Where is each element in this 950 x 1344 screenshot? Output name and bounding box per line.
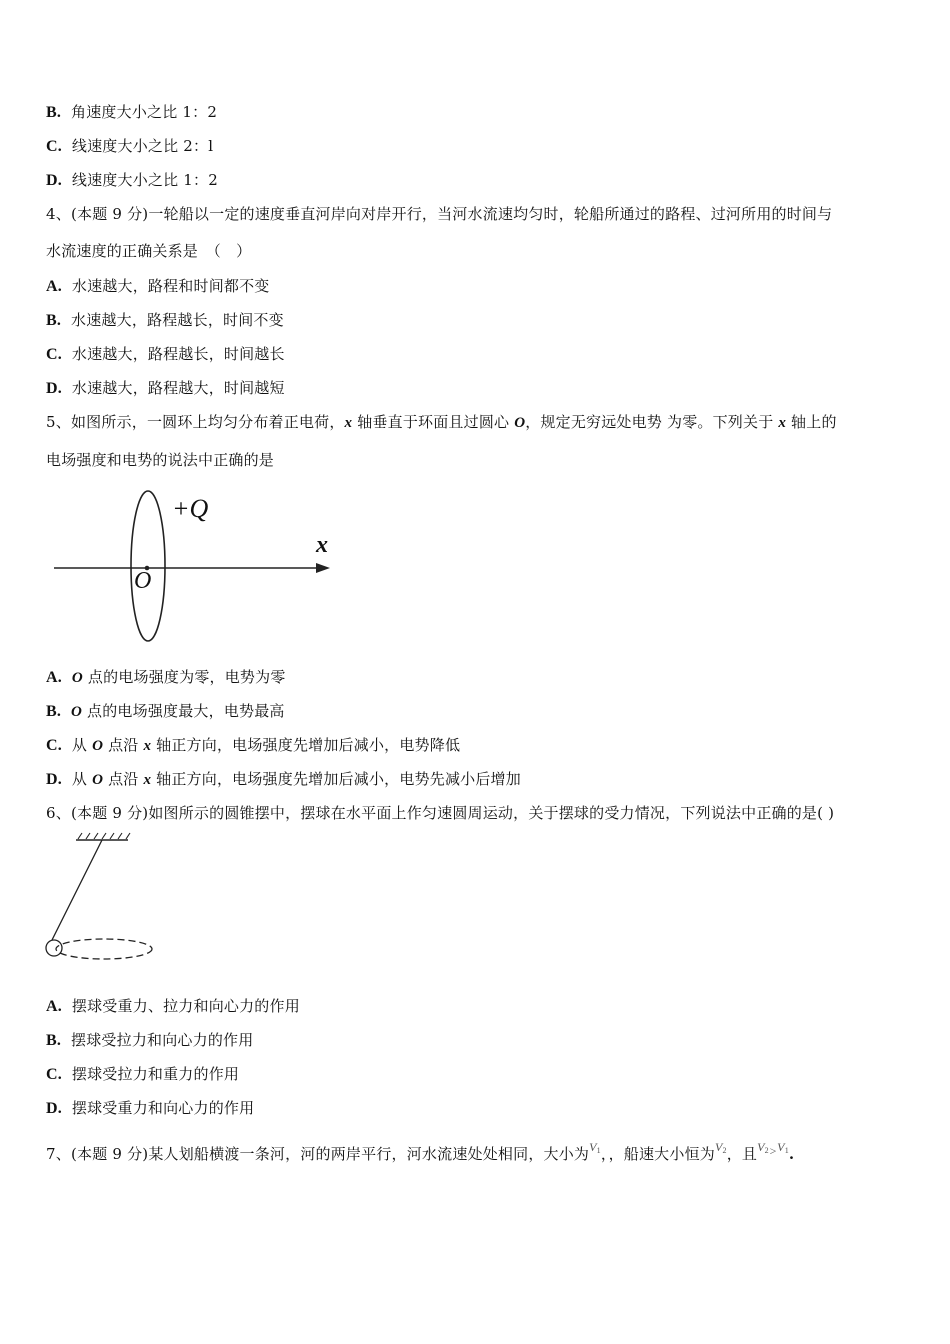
option-text: 摆球受重力、拉力和向心力的作用: [71, 997, 300, 1015]
option-letter: B.: [46, 312, 62, 329]
option-letter: D.: [46, 172, 62, 189]
option-text: 水速越大，路程越长，时间越长: [71, 345, 285, 363]
option-letter: D.: [46, 1100, 62, 1117]
option-letter: D.: [46, 380, 62, 397]
period: .: [788, 1145, 795, 1163]
option-text: 摆球受拉力和向心力的作用: [71, 1031, 254, 1049]
var-v1: V1: [777, 1140, 789, 1155]
q5-text: 轴垂直于环面且过圆心: [352, 413, 515, 431]
q3-option-c: [46, 136, 213, 157]
option-text: 水速越大，路程越大，时间越短: [71, 379, 285, 397]
option-text: 水速越大，路程和时间都不变: [71, 277, 270, 295]
option-letter: B.: [46, 703, 62, 720]
option-text: 点的电场强度最大，电势最高: [82, 702, 285, 720]
q7-text: ，且: [726, 1145, 758, 1163]
charged-ring-figure: [50, 488, 350, 648]
q3-option-b: [46, 102, 217, 123]
option-letter: C.: [46, 737, 62, 754]
greater-than: >: [768, 1144, 778, 1158]
q5-option-d: [46, 769, 521, 790]
option-text: 从: [71, 770, 93, 788]
q7-text: 7、(本题 9 分)某人划船横渡一条河，河的两岸平行，河水流速处处相同，大小为: [46, 1145, 590, 1163]
option-text: 摆球受重力和向心力的作用: [71, 1099, 255, 1117]
option-text: 角速度大小之比 1：2: [71, 103, 218, 121]
q5-text: 5、如图所示，一圆环上均匀分布着正电荷，: [46, 413, 345, 431]
q6-option-b: [46, 1030, 253, 1051]
option-letter: C.: [46, 346, 62, 363]
var-o: O: [71, 670, 83, 686]
q5-text: ，规定无穷远处电势 为零。下列关于: [525, 413, 779, 431]
var-o: O: [92, 772, 104, 788]
option-letter: B.: [46, 1032, 62, 1049]
var-x: x: [143, 772, 152, 788]
charge-label: +Q: [172, 494, 209, 523]
q4-option-a: [46, 276, 270, 297]
conical-pendulum-figure: [42, 830, 162, 970]
option-text: 点沿: [103, 736, 144, 754]
var-v2: V2: [757, 1140, 769, 1155]
option-text: 轴正方向，电场强度先增加后减小，电势先减小后增加: [151, 770, 521, 788]
option-text: 点的电场强度为零，电势为零: [82, 668, 286, 686]
q6-option-d: [46, 1098, 254, 1119]
var-v2: V2: [714, 1140, 727, 1155]
option-letter: A.: [46, 669, 62, 686]
q4-stem-line1: 4、(本题 9 分)一轮船以一定的速度垂直河岸向对岸开行，当河水流速均匀时，轮船所通过的路程、过河所用的时间与: [46, 205, 833, 223]
option-letter: A.: [46, 278, 62, 295]
q4-option-d: [46, 378, 285, 399]
option-letter: D.: [46, 771, 62, 788]
option-text: 点沿: [103, 770, 144, 788]
option-letter: C.: [46, 138, 62, 155]
option-text: 轴正方向，电场强度先增加后减小，电势降低: [151, 736, 461, 754]
option-letter: C.: [46, 1066, 62, 1083]
pendulum-diagram-icon: [42, 830, 162, 970]
center-label: O: [134, 568, 152, 594]
option-text: 水速越大，路程越长，时间不变: [71, 311, 284, 329]
var-o: O: [71, 704, 83, 720]
q7-text: ，，船速大小恒为: [600, 1145, 715, 1163]
q4-option-b: [46, 310, 284, 331]
var-o: O: [514, 415, 526, 431]
var-x: x: [344, 415, 353, 431]
var-x: x: [778, 415, 787, 431]
var-x: x: [143, 738, 152, 754]
q6-option-a: [46, 996, 300, 1017]
q5-option-c: [46, 735, 460, 756]
option-text: 从: [71, 736, 93, 754]
q5-stem-line1: [46, 412, 837, 433]
option-letter: B.: [46, 104, 62, 121]
var-v1: V1: [589, 1140, 601, 1155]
option-letter: A.: [46, 998, 62, 1015]
q5-stem-line2: 电场强度和电势的说法中正确的是: [46, 451, 275, 469]
q4-stem-line2: 水流速度的正确关系是 （ ）: [46, 242, 252, 260]
var-o: O: [92, 738, 104, 754]
q3-option-d: [46, 170, 218, 191]
q6-option-c: [46, 1064, 239, 1085]
q7-stem: [46, 1140, 795, 1169]
q5-text: 轴上的: [786, 413, 837, 431]
option-text: 线速度大小之比 1：2: [71, 171, 218, 189]
option-text: 摆球受拉力和重力的作用: [71, 1065, 240, 1083]
q5-option-a: [46, 667, 286, 688]
q4-option-c: [46, 344, 285, 365]
q5-option-b: [46, 701, 285, 722]
axis-label: x: [316, 532, 328, 558]
option-text: 线速度大小之比 2：l: [71, 137, 214, 155]
q6-stem: 6、(本题 9 分)如图所示的圆锥摆中，摆球在水平面上作匀速圆周运动，关于摆球的受力情况，下列说法中正确的是( ): [46, 804, 835, 822]
